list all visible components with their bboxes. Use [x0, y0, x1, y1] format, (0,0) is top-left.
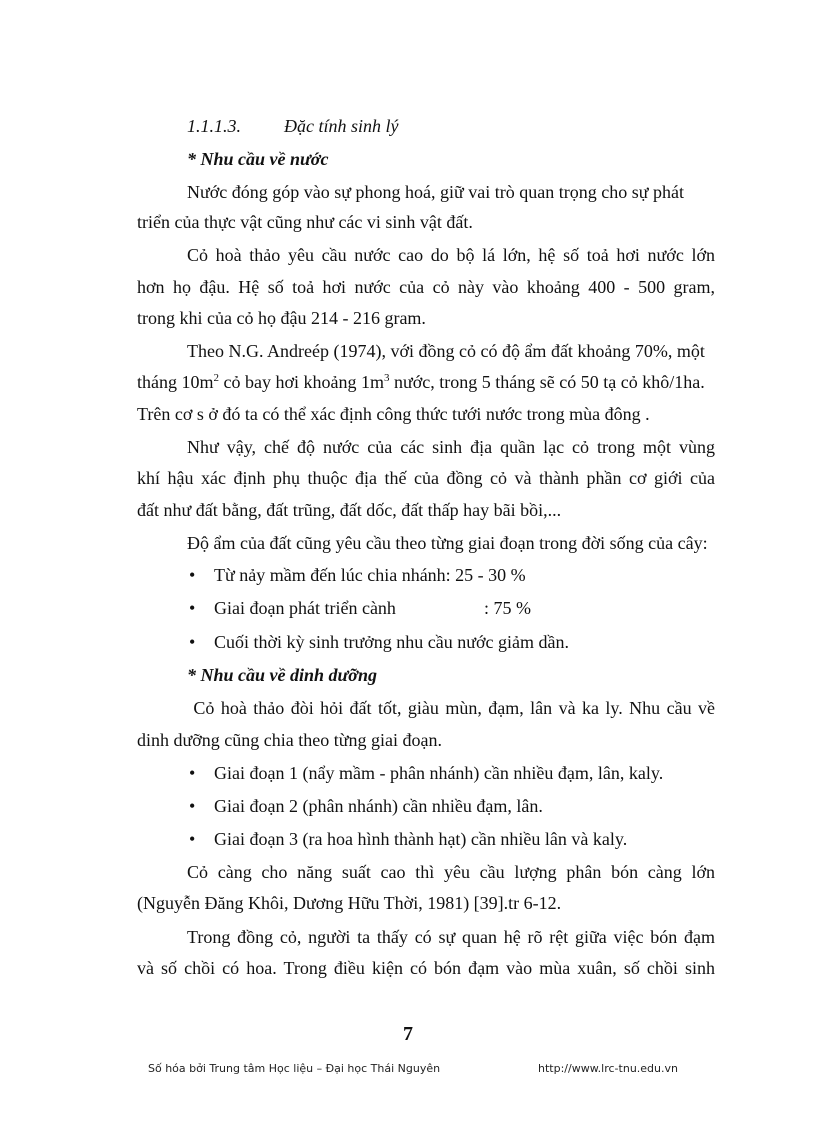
section-title: Đặc tính sinh lý: [284, 116, 399, 136]
nutrition-p1-line2: dinh dưỡng cũng chia theo từng giai đoạn.: [137, 730, 442, 750]
water-heading: * Nhu cầu về nước: [187, 149, 329, 169]
footer-url[interactable]: http://www.lrc-tnu.edu.vn: [538, 1062, 678, 1075]
water-p4-line3: đất như đất bằng, đất trũng, đất dốc, đất thấp hay bãi bồi,...: [137, 500, 562, 520]
water-p2-line3: trong khi của cỏ họ đậu 214 - 216 gram.: [137, 308, 426, 328]
nutrition-bullet-1: Giai đoạn 1 (nẩy mầm - phân nhánh) cần nhiều đạm, lân, kaly.: [214, 763, 664, 783]
water-bullet-2-value: : 75 %: [484, 598, 531, 618]
page-number: 7: [403, 1023, 413, 1045]
water-p5: Độ ẩm của đất cũng yêu cầu theo từng giai đoạn trong đời sống của cây:: [187, 533, 708, 553]
water-bullet-2-label: Giai đoạn phát triển cành: [214, 598, 396, 618]
nutrition-p2-line1: Cỏ càng cho năng suất cao thì yêu cầu lượng phân bón càng lớn: [187, 862, 715, 882]
bullet-icon: •: [189, 565, 196, 585]
bullet-icon: •: [189, 632, 196, 652]
nutrition-p2-line2: (Nguyễn Đăng Khôi, Dương Hữu Thời, 1981) [39].tr 6-12.: [137, 893, 562, 913]
bullet-icon: •: [189, 763, 196, 783]
nutrition-heading: * Nhu cầu về dinh dưỡng: [187, 665, 377, 685]
nutrition-bullet-2: Giai đoạn 2 (phân nhánh) cần nhiều đạm, lân.: [214, 796, 543, 816]
bullet-icon: •: [189, 796, 196, 816]
water-p1-line2: triển của thực vật cũng như các vi sinh vật đất.: [137, 212, 473, 232]
water-bullet-3: Cuối thời kỳ sinh trưởng nhu cầu nước giảm dần.: [214, 632, 570, 652]
nutrition-p3-line2: và số chồi có hoa. Trong điều kiện có bón đạm vào mùa xuân, số chồi sinh: [137, 958, 715, 978]
bullet-icon: •: [189, 829, 196, 849]
bullet-icon: •: [189, 598, 196, 618]
water-p2-line2: hơn họ đậu. Hệ số toả hơi nước của cỏ này vào khoảng 400 - 500 gram,: [137, 277, 715, 297]
water-p3-line3: Trên cơ s ở đó ta có thể xác định công thức tưới nước trong mùa đông .: [137, 404, 650, 424]
section-number: 1.1.1.3.: [187, 116, 241, 136]
nutrition-p1-line1: Cỏ hoà thảo đòi hỏi đất tốt, giàu mùn, đạm, lân và ka ly. Nhu cầu về: [187, 698, 715, 718]
water-bullet-1: Từ nảy mầm đến lúc chia nhánh: 25 - 30 %: [214, 565, 526, 585]
nutrition-bullet-3: Giai đoạn 3 (ra hoa hình thành hạt) cần nhiều lân và kaly.: [214, 829, 628, 849]
footer-source: Số hóa bởi Trung tâm Học liệu – Đại học Thái Nguyên: [148, 1062, 441, 1075]
water-p3-line2: tháng $10m^2$ cỏ bay hơi khoảng $1m^3$ nước, trong 5 tháng sẽ có 50 tạ cỏ khô/1ha.: [137, 372, 705, 392]
water-p4-line1: Như vậy, chế độ nước của các sinh địa quần lạc cỏ trong một vùng: [187, 437, 715, 457]
water-p2-line1: Cỏ hoà thảo yêu cầu nước cao do bộ lá lớn, hệ số toả hơi nước lớn: [187, 245, 715, 265]
water-p1-line1: Nước đóng góp vào sự phong hoá, giữ vai trò quan trọng cho sự phát: [187, 182, 684, 202]
water-p3-line1: Theo N.G. Andreép (1974), với đồng cỏ có độ ẩm đất khoảng 70%, một: [187, 341, 705, 361]
nutrition-p3-line1: Trong đồng cỏ, người ta thấy có sự quan hệ rõ rệt giữa việc bón đạm: [187, 927, 715, 947]
water-p4-line2: khí hậu xác định phụ thuộc địa thế của đồng cỏ và thành phần cơ giới của: [137, 468, 715, 488]
